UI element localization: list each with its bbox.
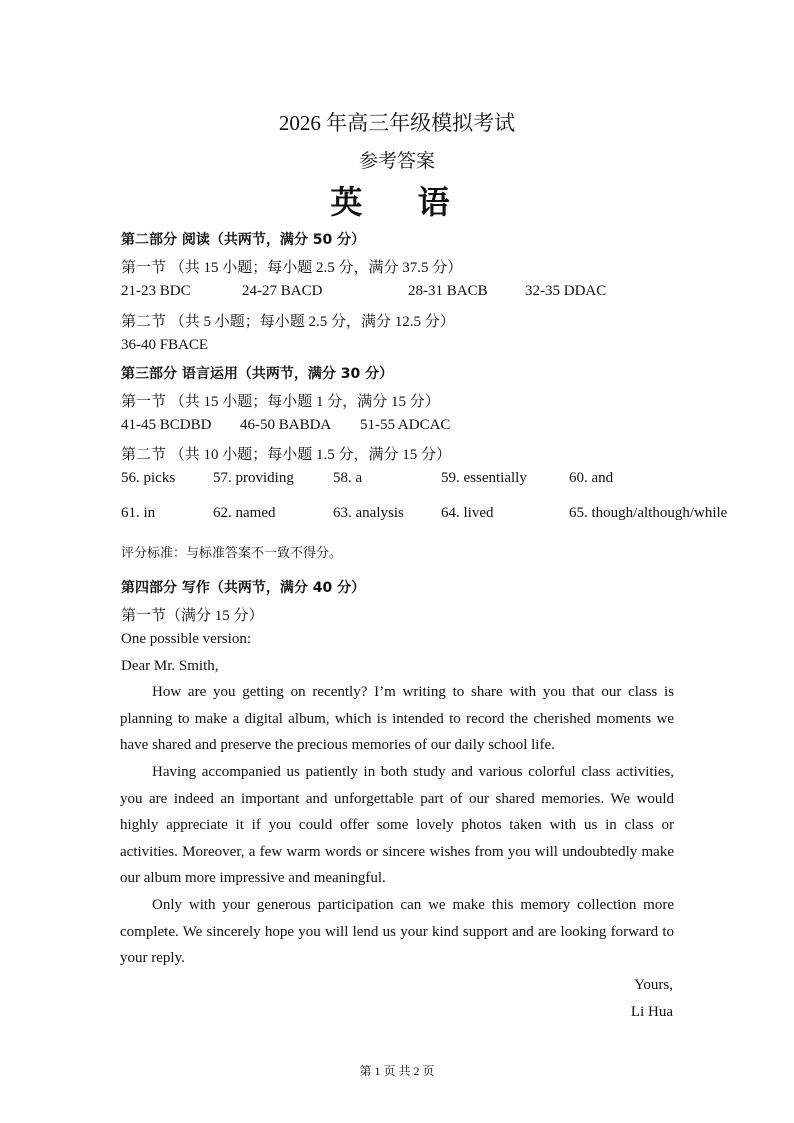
- answer-group: 46-50 BABDA: [240, 417, 332, 433]
- exam-subtitle: 参考答案: [358, 151, 435, 172]
- blank-answer: 61. in: [121, 505, 156, 521]
- letter-paragraph: Only with your generous participation can we make this memory collection more complete. We sincerely hope you will lend us your kind support and are looking forward to your reply.: [120, 897, 674, 967]
- part2-section2-title: 第二节 （共 5 小题；每小题 2.5 分，满分 12.5 分）: [121, 314, 455, 330]
- version-label: One possible version:: [121, 631, 251, 647]
- blank-answer: 56. picks: [121, 470, 176, 486]
- letter-paragraph: Having accompanied us patiently in both study and various colorful class activities, you are indeed an important and unforgettable part of our shared memories. We would highly appreciate it if you could offer some lovely photos taken with us in class or activities. Moreover, a few warm words or sincere wishes from you will undoubtedly make our album more impressive and meaningful.: [120, 764, 674, 887]
- part2-section1-title: 第一节 （共 15 小题；每小题 2.5 分，满分 37.5 分）: [121, 260, 463, 276]
- letter-salutation: Dear Mr. Smith,: [121, 658, 219, 674]
- part3-section1-title: 第一节 （共 15 小题；每小题 1 分，满分 15 分）: [121, 394, 440, 410]
- answer-group: 51-55 ADCAC: [360, 417, 451, 433]
- part2-section2-answer: 36-40 FBACE: [121, 337, 209, 353]
- answer-group: 21-23 BDC: [121, 283, 191, 299]
- answer-group: 28-31 BACB: [408, 283, 488, 299]
- part3-section2-title: 第二节 （共 10 小题；每小题 1.5 分，满分 15 分）: [121, 447, 452, 463]
- blank-answer: 57. providing: [213, 470, 294, 486]
- blank-answer: 59. essentially: [441, 470, 527, 486]
- letter-signature: Li Hua: [630, 1004, 673, 1020]
- blank-answer: 62. named: [213, 505, 276, 521]
- subject-title: 英 语: [330, 183, 472, 221]
- page-footer: 第 1 页 共 2 页: [359, 1064, 435, 1078]
- blank-answer: 63. analysis: [333, 505, 404, 521]
- blank-answer: 60. and: [569, 470, 614, 486]
- blank-answer: 65. though/although/while: [569, 505, 728, 521]
- answer-group: 32-35 DDAC: [525, 283, 607, 299]
- letter-paragraph: How are you getting on recently? I’m writing to share with you that our class is planning to make a digital album, which is intended to record the cherished moments we have shared and preserve the precious memories of our daily school life.: [120, 684, 674, 754]
- part4-section1-title: 第一节（满分 15 分）: [121, 608, 264, 624]
- answer-group: 41-45 BCDBD: [121, 417, 212, 433]
- part3-heading: 第三部分 语言运用（共两节，满分 30 分）: [121, 366, 394, 382]
- grading-note: 评分标准：与标准答案不一致不得分。: [121, 546, 343, 561]
- part4-heading: 第四部分 写作（共两节，满分 40 分）: [121, 580, 366, 596]
- blank-answer: 58. a: [333, 470, 363, 486]
- blank-answer: 64. lived: [441, 505, 494, 521]
- answer-group: 24-27 BACD: [242, 283, 323, 299]
- letter-closing: Yours,: [634, 977, 673, 993]
- exam-title: 2026 年高三年级模拟考试: [278, 111, 516, 135]
- part2-heading: 第二部分 阅读（共两节，满分 50 分）: [121, 232, 366, 248]
